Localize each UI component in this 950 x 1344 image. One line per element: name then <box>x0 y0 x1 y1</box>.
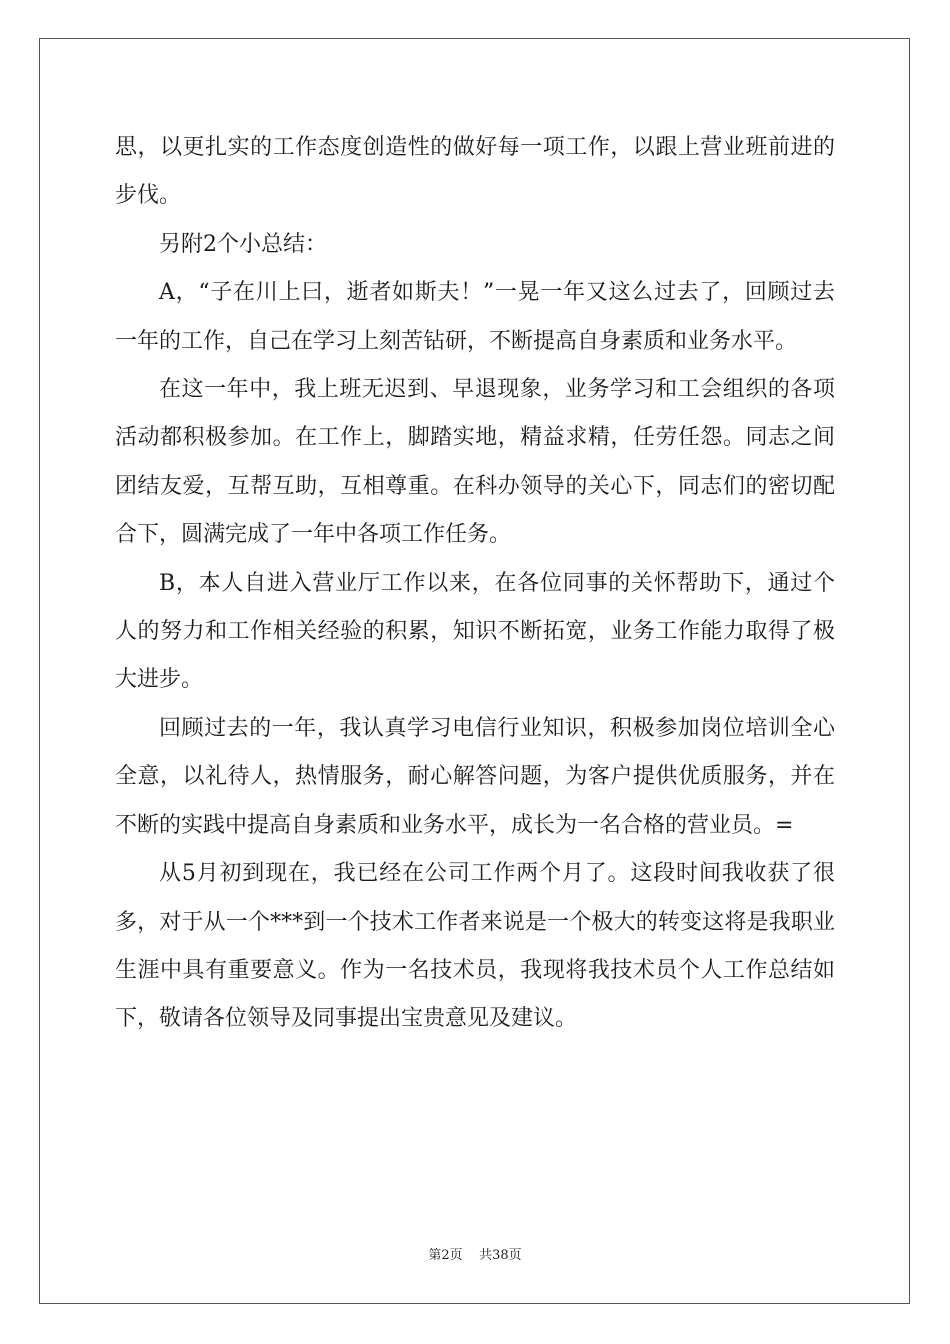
document-body <box>115 124 835 1044</box>
page-total: 共38页 <box>479 1248 522 1263</box>
paragraph-continued: 思，以更扎实的工作态度创造性的做好每一项工作，以跟上营业班前进的步伐。 <box>115 135 835 209</box>
paragraph-past-year: 回顾过去的一年，我认真学习电信行业知识，积极参加岗位培训全心全意，以礼待人，热情服务，耐心解答问题，为客户提供优质服务，并在不断的实践中提高自身素质和业务水平，成长为一名合格的营业员。= <box>115 715 835 838</box>
page-number: 第2页 <box>428 1248 463 1263</box>
paragraph-year-review: 在这一年中，我上班无迟到、早退现象，业务学习和工会组织的各项活动都积极参加。在工作上，脚踏实地，精益求精，任劳任怨。同志之间团结友爱，互帮互助，互相尊重。在科办领导的关心下，同志们的密切配合下，圆满完成了一年中各项工作任务。 <box>115 377 835 548</box>
paragraph-summary-a: A，“子在川上曰，逝者如斯夫！”一晃一年又这么过去了，回顾过去一年的工作，自己在学习上刻苦钻研，不断提高自身素质和业务水平。 <box>115 280 835 354</box>
paragraph-technician: 从5月初到现在，我已经在公司工作两个月了。这段时间我收获了很多，对于从一个***到一个技术工作者来说是一个极大的转变这将是我职业生涯中具有重要意义。作为一名技术员，我现将我技术员个人工作总结如下，敬请各位领导及同事提出宝贵意见及建议。 <box>115 861 835 1032</box>
paragraph-summary-b: B，本人自进入营业厅工作以来，在各位同事的关怀帮助下，通过个人的努力和工作相关经验的积累，知识不断拓宽，业务工作能力取得了极大进步。 <box>115 570 835 693</box>
paragraph-appendix-intro: 另附2个小总结： <box>159 231 327 257</box>
page-footer <box>0 1244 950 1263</box>
